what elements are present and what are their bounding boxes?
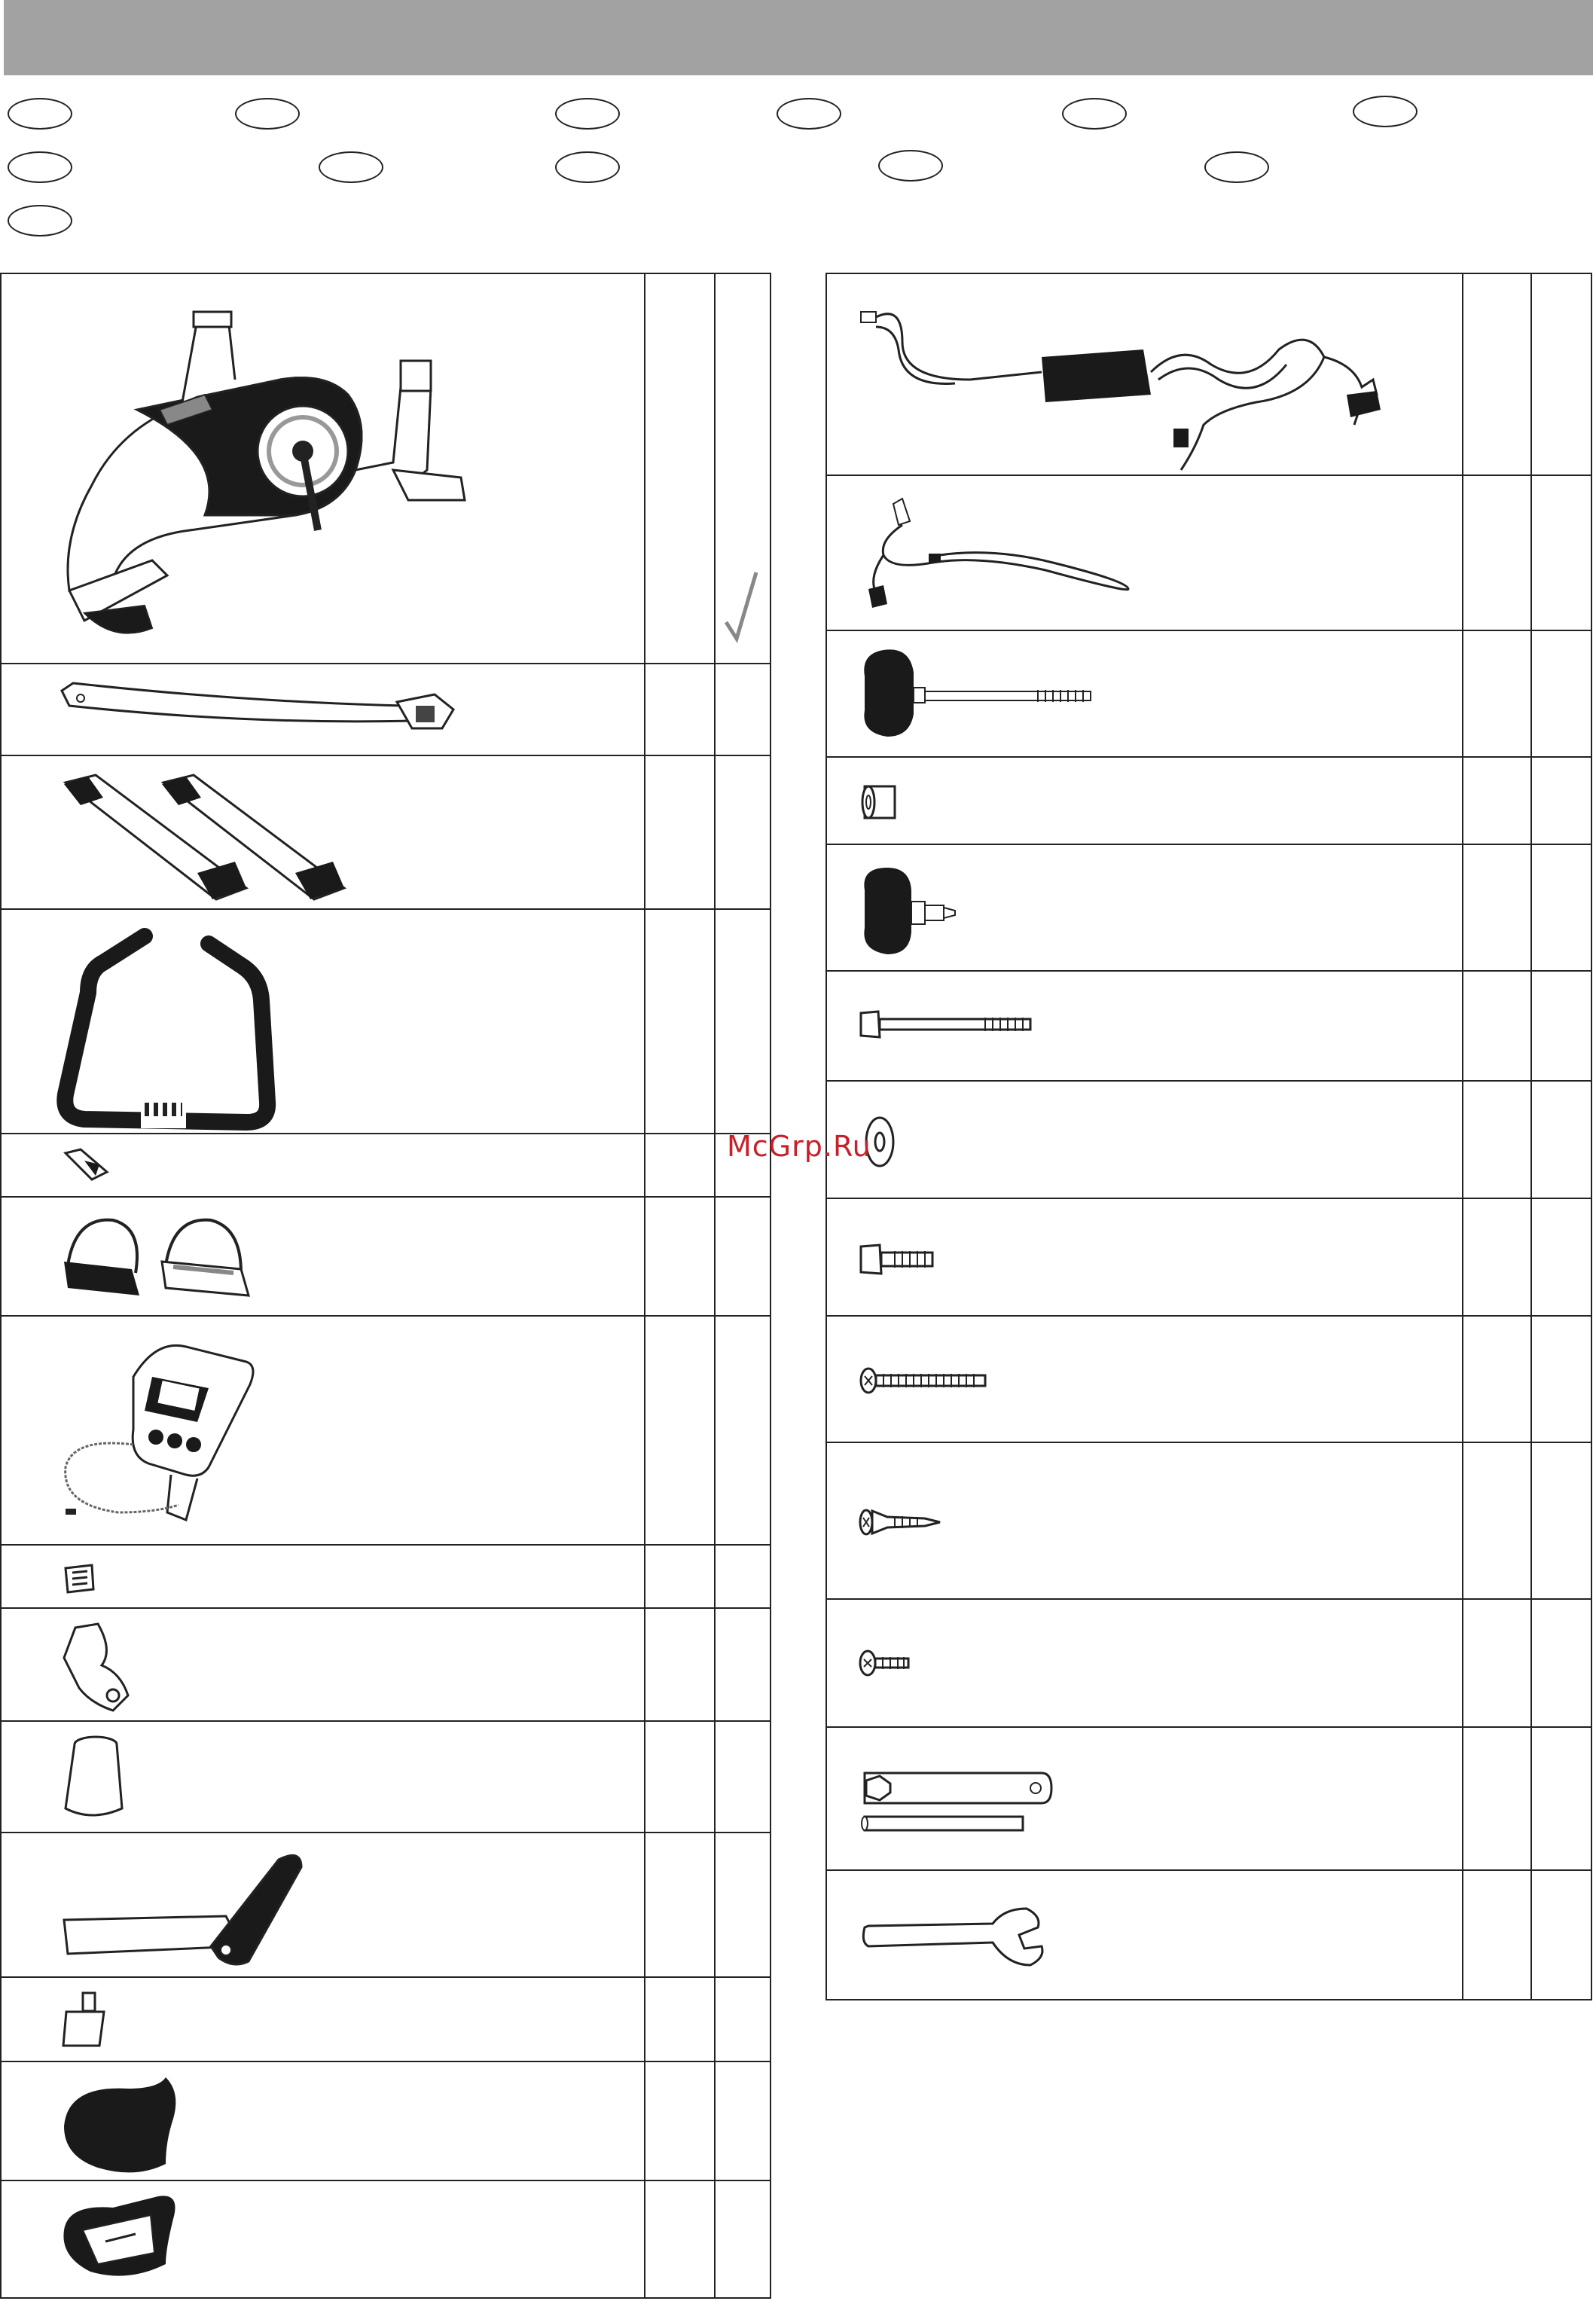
part-row-floor-stabilizer-feet [2,756,770,910]
part-row-washer [827,1082,1591,1199]
part-row-computer-console [2,1317,770,1546]
part-row-saddle-bottom [2,2181,770,2297]
handlebar-illustration [58,925,284,1128]
language-oval [777,98,841,130]
part-row-small-clip [2,1134,770,1198]
seat-post-illustration [58,676,465,743]
part-row-small-screw [827,1600,1591,1728]
language-oval [319,151,383,183]
part-row-handlebar [2,910,770,1134]
language-oval [1353,96,1417,127]
language-oval [1062,98,1127,130]
language-oval [8,205,72,237]
long-screw-illustration [857,1362,993,1399]
self-tapping-screw-illustration [857,1503,948,1541]
socket-wrench-illustration [857,1765,1060,1841]
part-row-saddle-top [2,2062,770,2181]
sensor-cable-illustration [857,495,1158,623]
language-oval [1204,151,1269,183]
stabilizer-feet-illustration [58,768,374,903]
language-oval [878,150,943,182]
watermark-text: McGrp.Ru [727,1130,871,1163]
part-row-knob-bolt [827,631,1591,758]
small-screw-illustration [857,1646,917,1680]
saddle-top-illustration [60,2074,188,2179]
header-bar [4,0,1593,75]
part-row-pull-knob [827,845,1591,972]
open-wrench-illustration [857,1905,1060,1973]
part-row-bike-main-frame [2,274,770,664]
part-row-long-hex-bolt [827,972,1591,1082]
part-row-spacer-sleeve [827,758,1591,845]
sleeve-cover-illustration [62,1733,130,1823]
part-row-power-adapter [827,274,1591,476]
part-row-seat-carriage-handle [2,1833,770,1978]
spacer-sleeve-illustration [857,780,910,825]
part-row-short-hex-bolt [827,1199,1591,1317]
part-row-open-wrench [827,1871,1591,1999]
part-row-sensor-cable [827,476,1591,631]
language-oval [8,98,72,130]
console-illustration [58,1332,261,1535]
part-row-cover-bracket [2,1609,770,1722]
saddle-bottom-illustration [60,2189,188,2294]
right-parts-table [825,273,1592,2000]
part-row-small-cap [2,1546,770,1609]
part-row-seat-post-tube [2,664,770,756]
cover-bracket-illustration [60,1620,143,1714]
clip-illustration [62,1146,114,1187]
knob-bolt-illustration [857,646,1098,744]
language-oval [555,98,620,130]
check-mark-icon [723,569,761,645]
part-row-pedals-with-straps [2,1198,770,1317]
cap-illustration [62,1562,99,1596]
long-hex-bolt-illustration [857,1006,1038,1043]
language-oval [8,151,72,183]
carriage-handle-illustration [60,1845,331,1973]
adapter-illustration [60,1989,113,2053]
part-row-self-tapping-screw [827,1443,1591,1600]
left-parts-table [0,273,771,2299]
part-row-adapter-piece [2,1978,770,2062]
language-oval [555,151,620,183]
short-hex-bolt-illustration [857,1241,940,1278]
pull-knob-illustration [857,864,963,958]
pedals-illustration [60,1213,264,1311]
bike-frame-illustration [54,289,476,651]
language-oval [235,98,300,130]
power-adapter-illustration [857,297,1384,470]
part-row-socket-wrench [827,1728,1591,1871]
part-row-long-screw [827,1317,1591,1443]
part-row-sleeve-cover [2,1722,770,1833]
